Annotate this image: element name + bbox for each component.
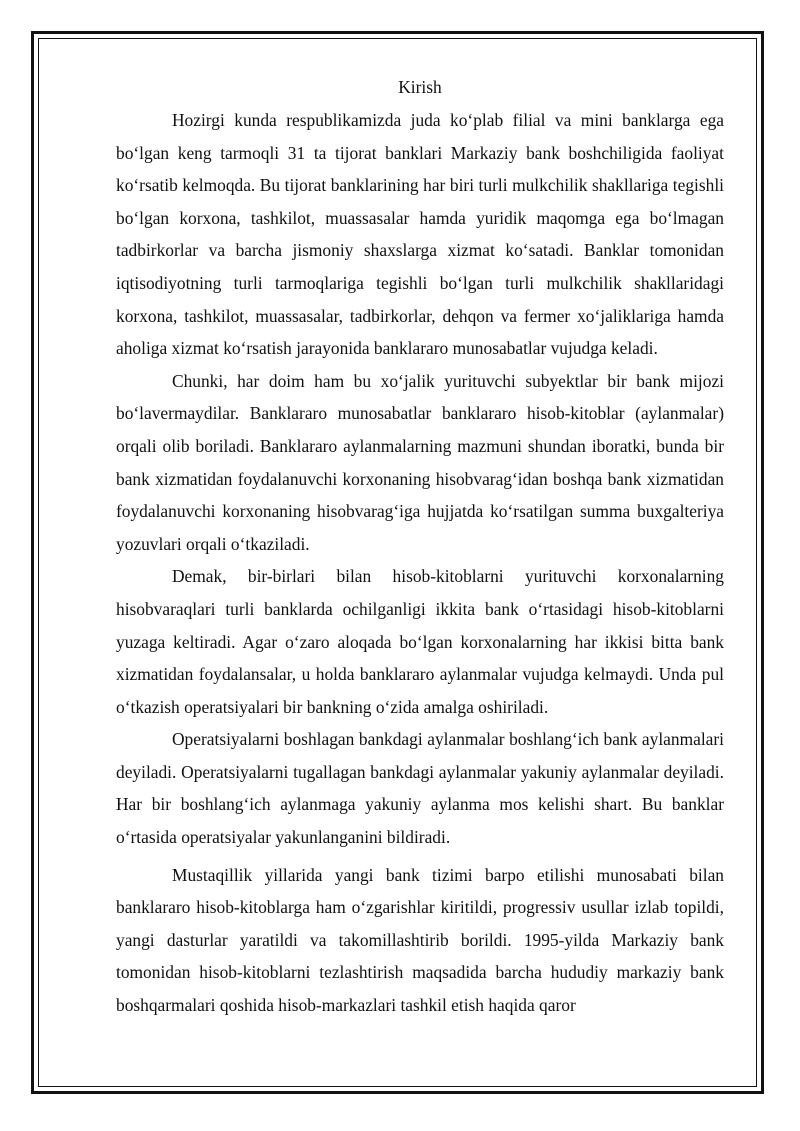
paragraph-2: Chunki, har doim ham bu xo‘jalik yurituvchi subyektlar bir bank mijozi bo‘lavermaydilar. Banklararo munosabatlar banklararo hisob-kitoblar (aylanmalar) orqali olib boriladi. Banklararo aylanmalarning mazmuni shundan iboratki, bunda bir bank xizmatidan foydalanuvchi korxonaning hisobvarag‘idan boshqa bank xizmatidan foydalanuvchi korxonaning hisobvarag‘iga hujjatda ko‘rsatilgan summa buxgalteriya yozuvlari orqali o‘tkaziladi.	[116, 370, 724, 554]
document-title: Kirish	[398, 77, 442, 97]
paragraph-5: Mustaqillik yillarida yangi bank tizimi barpo etilishi munosabati bilan banklararo hisob-kitoblarga ham o‘zgarishlar kiritildi, progressiv usullar izlab topildi, yangi dasturlar yaratildi va takomillashtirib borildi. 1995-yilda Markaziy bank tomonidan hisob-kitoblarni tezlashtirish maqsadida barcha hududiy markaziy bank boshqarmalari qoshida hisob-markazlari tashkil etish haqida qaror	[116, 864, 724, 1016]
paragraph-4: Operatsiyalarni boshlagan bankdagi aylanmalar boshlang‘ich bank aylanmalari deyiladi. Operatsiyalarni tugallagan bankdagi aylanmalar yakuniy aylanmalar deyiladi. Har bir boshlang‘ich aylanmaga yakuniy aylanma mos kelishi shart. Bu banklar o‘rtasida operatsiyalar yakunlanganini bildiradi.	[116, 729, 724, 848]
paragraph-1: Hozirgi kunda respublikamizda juda ko‘plab filial va mini banklarga ega bo‘lgan keng tarmoqli 31 ta tijorat banklari Markaziy bank boshchiligida faoliyat ko‘rsatib kelmoqda. Bu tijorat banklarining har biri turli mulkchilik shakllariga tegishli bo‘lgan korxona, tashkilot, muassasalar hamda yuridik maqomga ega bo‘lmagan tadbirkorlar va barcha jismoniy shaxslarga xizmat ko‘satadi. Banklar tomonidan iqtisodiyotning turli tarmoqlariga tegishli bo‘lgan turli mulkchilik shakllaridagi korxona, tashkilot, muassasalar, tadbirkorlar, dehqon va fermer xo‘jaliklariga hamda aholiga xizmat ko‘rsatish jarayonida banklararo munosabatlar vujudga keladi.	[116, 110, 724, 359]
paragraph-3: Demak, bir-birlari bilan hisob-kitoblarni yurituvchi korxonalarning hisobvaraqlari turli banklarda ochilganligi ikkita bank o‘rtasidagi hisob-kitoblarni yuzaga keltiradi. Agar o‘zaro aloqada bo‘lgan korxonalarning har ikkisi bitta bank xizmatidan foydalansalar, u holda banklararo aylanmalar vujudga kelmaydi. Unda pul o‘tkazish operatsiyalari bir bankning o‘zida amalga oshiriladi.	[116, 566, 724, 717]
document-body	[116, 72, 724, 1022]
